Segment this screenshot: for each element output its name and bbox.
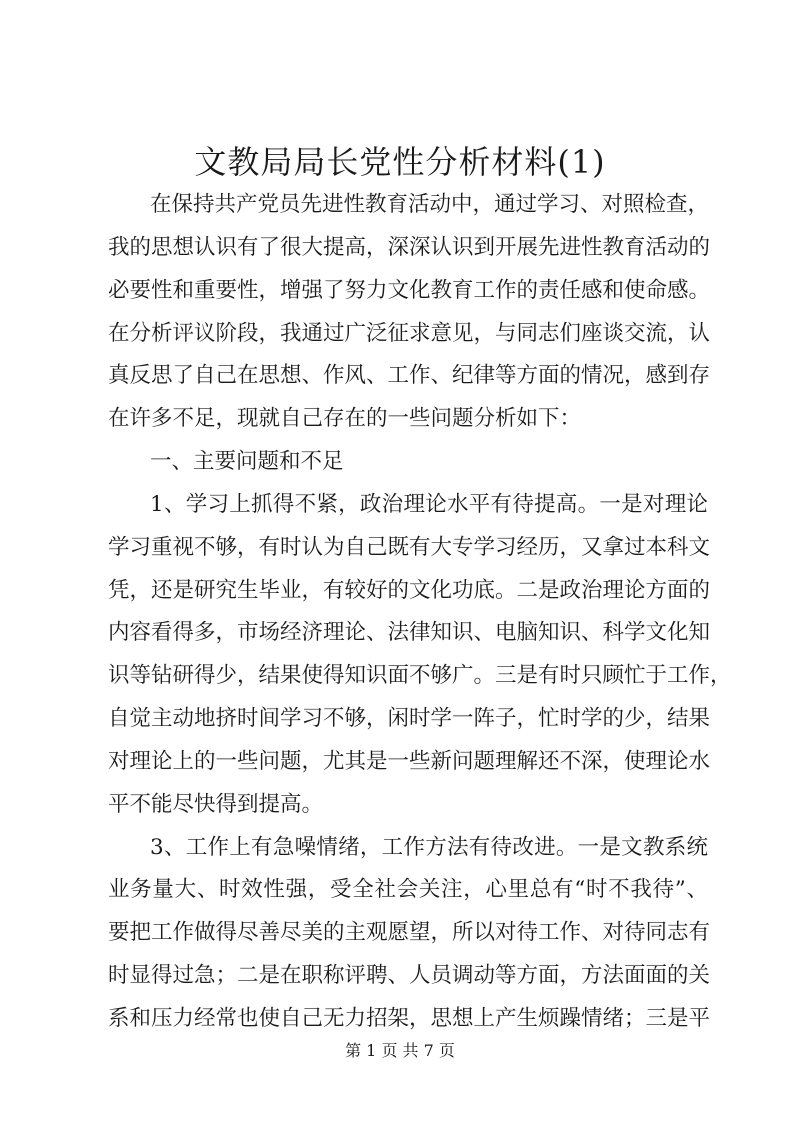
paragraph-line: 时显得过急；二是在职称评聘、人员调动等方面，方法面面的关 (108, 963, 711, 988)
paragraph-line: 1、学习上抓得不紧，政治理论水平有待提高。一是对理论 (150, 492, 708, 517)
paragraph-line: 平不能尽快得到提高。 (108, 792, 324, 817)
paragraph-line: 凭，还是研究生毕业，有较好的文化功底。二是政治理论方面的 (108, 578, 711, 603)
paragraph-line: 系和压力经常也使自己无力招架，思想上产生烦躁情绪；三是平 (108, 1006, 711, 1031)
paragraph-line: 自觉主动地挤时间学习不够，闲时学一阵子，忙时学的少，结果 (108, 706, 711, 731)
paragraph-line: 必要性和重要性，增强了努力文化教育工作的责任感和使命感。 (108, 278, 711, 303)
paragraph-line: 我的思想认识有了很大提高，深深认识到开展先进性教育活动的 (108, 235, 711, 260)
paragraph-line: 内容看得多，市场经济理论、法律知识、电脑知识、科学文化知 (108, 620, 711, 645)
paragraph-line: 业务量大、时效性强，受全社会关注，心里总有“时不我待”、 (108, 877, 708, 902)
section-heading: 一、主要问题和不足 (150, 449, 344, 474)
page-number: 第 1 页 共 7 页 (345, 1041, 455, 1060)
paragraph-line: 在许多不足，现就自己存在的一些问题分析如下： (108, 406, 582, 431)
document-title: 文教局局长党性分析材料(1) (194, 143, 606, 181)
paragraph-line: 识等钻研得少，结果使得知识面不够广。三是有时只顾忙于工作， (108, 663, 732, 688)
paragraph-line: 要把工作做得尽善尽美的主观愿望，所以对待工作、对待同志有 (108, 920, 711, 945)
paragraph-line: 学习重视不够，有时认为自己既有大专学习经历，又拿过本科文 (108, 535, 711, 560)
paragraph-line: 对理论上的一些问题，尤其是一些新问题理解还不深，使理论水 (108, 749, 711, 774)
paragraph-line: 3、工作上有急噪情绪，工作方法有待改进。一是文教系统 (150, 835, 708, 860)
paragraph-line: 在保持共产党员先进性教育活动中，通过学习、对照检查， (150, 192, 710, 217)
paragraph-line: 真反思了自己在思想、作风、工作、纪律等方面的情况，感到存 (108, 363, 711, 388)
paragraph-line: 在分析评议阶段，我通过广泛征求意见，与同志们座谈交流，认 (108, 321, 711, 346)
